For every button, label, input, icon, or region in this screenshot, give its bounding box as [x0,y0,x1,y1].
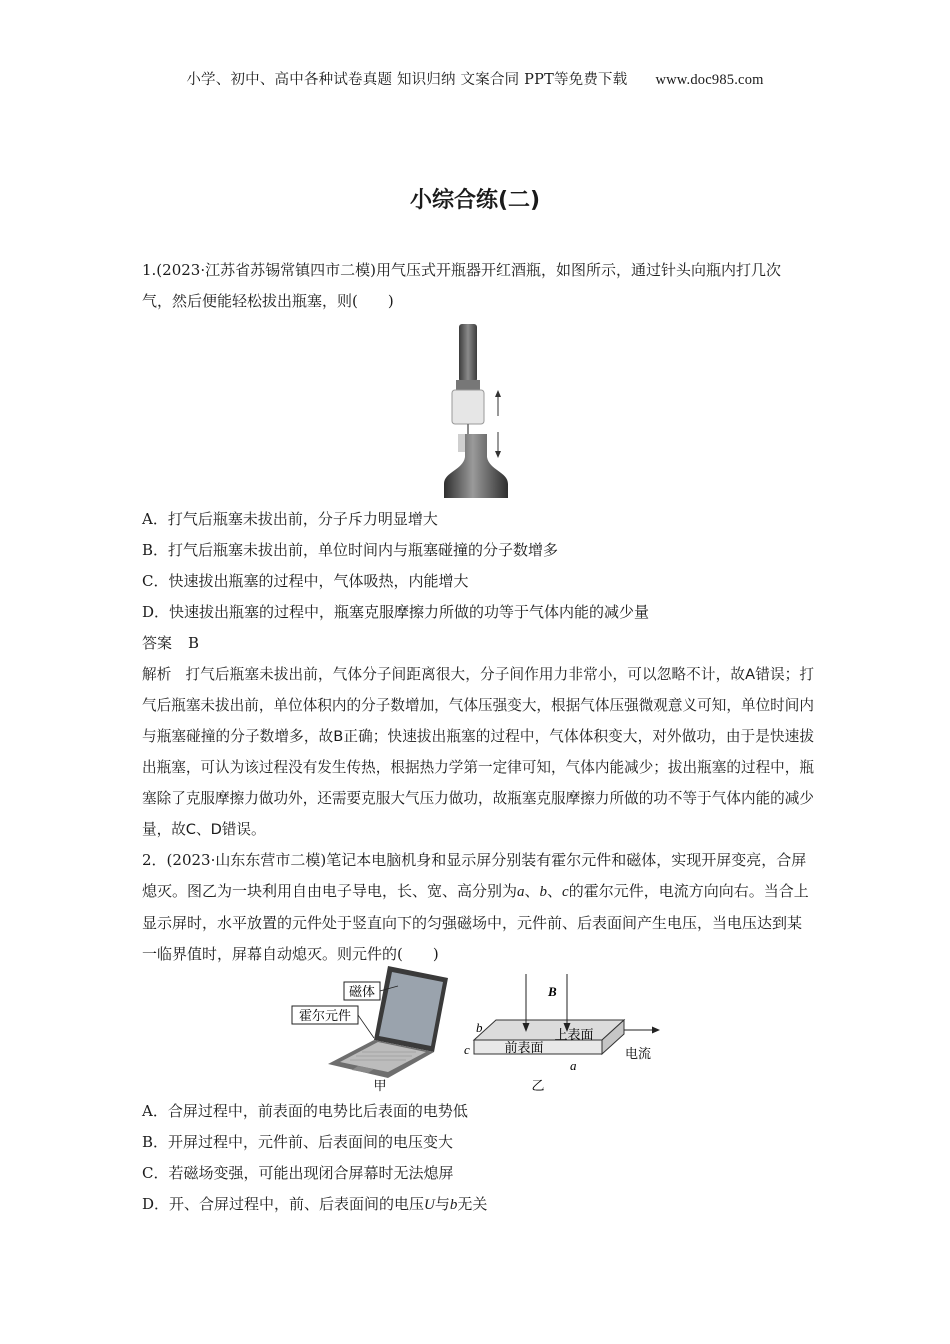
wine-opener-figure [438,322,518,500]
q2-stem [142,845,810,970]
q1-option-b[interactable]: B．打气后瓶塞未拔出前，单位时间内与瓶塞碰撞的分子数增多 [142,541,559,559]
page-header [0,68,950,89]
var-b-option: b [449,1197,458,1213]
arrow-down-head [495,451,501,458]
label-hall [292,1006,374,1038]
q1-option-a[interactable]: A．打气后瓶塞未拔出前，分子斥力明显增大 [142,510,438,528]
header-text: 小学、初中、高中各种试卷真题 知识归纳 文案合同 PPT等免费下载 [186,72,628,88]
q2-option-b[interactable]: B．开屏过程中，元件前、后表面间的电压变大 [142,1133,454,1151]
var-a: a [517,884,525,900]
q2-stem-text-1: 2．(2023·山东东营市二模)笔记本电脑机身和显示屏分别装有霍尔元件和磁体，实现开屏变亮，合屏熄灭。图乙为一块利用自由电子导电，长、宽、高分别为 [142,851,807,900]
q1-stem: 1.(2023·江苏省苏锡常镇四市二模)用气压式开瓶器开红酒瓶，如图所示，通过针头向瓶内打几次气，然后便能轻松拔出瓶塞，则( ) [142,261,781,310]
dim-a: a [570,1058,577,1073]
q1-option-d[interactable]: D．快速拔出瓶塞的过程中，瓶塞克服摩擦力所做的功等于气体内能的减少量 [142,603,650,621]
pump-collar [456,380,480,390]
arrow-up-head [495,390,501,397]
analysis-label: 解析 [142,666,172,683]
q2-option-d-text-2: 与 [434,1195,450,1213]
answer-value: B [188,634,200,652]
dim-b: b [476,1020,483,1035]
var-c: c [562,884,569,900]
current-arrow-head [652,1027,660,1034]
header-site[interactable]: www.doc985.com [655,72,764,88]
var-U: U [424,1197,435,1213]
analysis-text: 打气后瓶塞未拔出前，气体分子间距离很大，分子间作用力非常小，可以忽略不计，故A错误；打气后瓶塞未拔出前，单位体积内的分子数增加，气体压强变大，根据气体压强微观意义可知，单位时间内与瓶塞碰撞的分子数增多，故B正确；快速拔出瓶塞的过程中，气体体积变大，对外做功，由于是快速拔出瓶塞，可认为该过程没有发生传热，根据热力学第一定律可知，气体内能减少；拔出瓶塞的过程中，瓶塞除了克服摩擦力做功外，还需要克服大气压力做功，故瓶塞克服摩擦力所做的功不等于气体内能的减少量，故C、D错误。 [142,666,814,838]
q2-option-c[interactable]: C．若磁场变强，可能出现闭合屏幕时无法熄屏 [142,1164,454,1182]
q2-options [142,1096,810,1220]
q2-option-d[interactable] [142,1189,810,1220]
caption-yi: 乙 [531,1079,545,1094]
q2-stem-sep-1: 、 [524,882,540,900]
dim-c: c [464,1042,470,1057]
caption-jia: 甲 [373,1079,387,1094]
q2-option-a[interactable]: A．合屏过程中，前表面的电势比后表面的电势低 [142,1102,468,1120]
top-surface-label: 上表面 [554,1028,594,1043]
current-label: 电流 [624,1047,652,1062]
hall-element-figure [288,960,668,1094]
page-title: 小综合练(二) [409,188,541,213]
q2-option-d-text-3: 无关 [457,1195,488,1213]
hall-block [474,1020,624,1054]
magnet-label: 磁体 [348,985,376,1000]
pump-body [452,390,484,424]
hall-label: 霍尔元件 [298,1009,352,1024]
q1-option-c[interactable]: C．快速拔出瓶塞的过程中，气体吸热，内能增大 [142,572,469,590]
answer-label: 答案 [142,634,173,652]
q1-analysis [142,659,814,845]
q2-stem-sep-2: 、 [547,882,563,900]
front-surface-label: 前表面 [504,1041,544,1056]
q1-answer [142,628,199,659]
q1-options [142,504,810,628]
var-b: b [539,884,548,900]
pump-handle [459,324,477,382]
q2-option-d-text-1: D．开、合屏过程中，前、后表面间的电压 [142,1195,425,1213]
field-label-B: B [548,984,557,999]
q2-stem-text-2: 的霍尔元件，电流方向向右。当合上显示屏时，水平放置的元件处于竖直向下的匀强磁场中，元件前、后表面间产生电压，当电压达到某一临界值时，屏幕自动熄灭。则元件的( ) [142,882,809,963]
